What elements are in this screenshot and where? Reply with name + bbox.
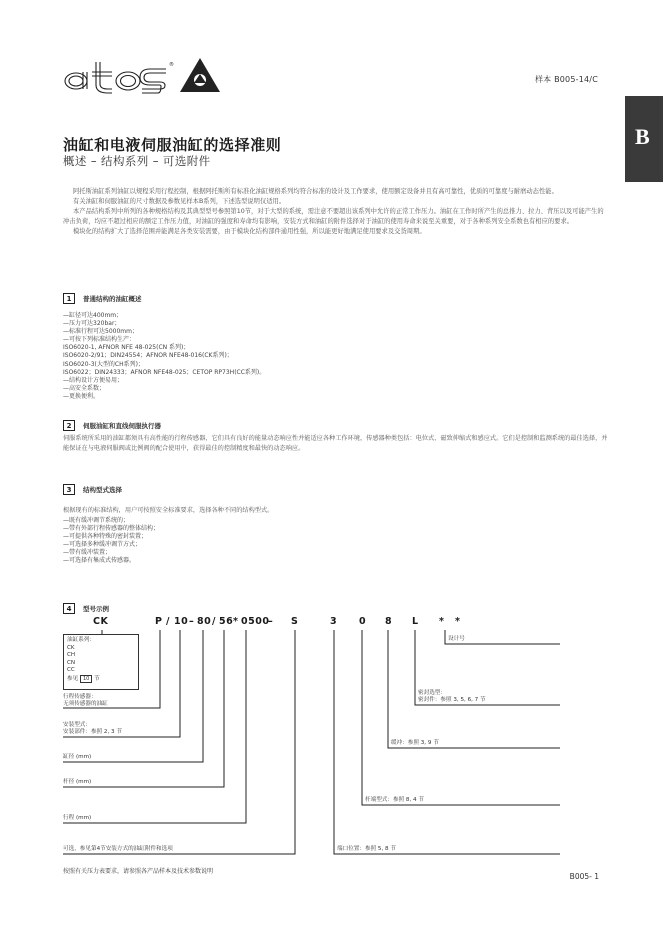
intro-paragraph: 本产品结构系列中所列的各种规格结构及其典型型号参照第10节，对于大型的系统，需注意不要超出该系列中允许的正常工作压力。油缸在工作时所产生的总推力、拉力、背压以及可能产生的冲击负荷，均应不超过相应的额定工作压力值，对油缸的强度和寿命均有影响，安装方式和油缸的附件选择对于油缸的使用寿命来说至关重要，对于各种系列安全系数也有相应的要求。: [63, 207, 604, 225]
code-part: *: [439, 616, 445, 627]
code-part: /: [212, 616, 216, 627]
list-item: —更换便利。: [63, 392, 100, 400]
section-1-list: [63, 312, 265, 401]
intro-paragraph: 阿托斯油缸系列油缸以规程采用行程控制，根据阿托斯所有标准化油缸规格系列均符合标准的设计及工作要求，使用额定设备并且有高可靠性，优质的可靠度与耐磨动态性能。: [73, 188, 558, 195]
code-part: 80: [197, 616, 212, 627]
list-item: —结构设计方便易用；: [63, 376, 124, 384]
series-ref-number: 10: [80, 675, 92, 683]
list-item: —标准行程可达5000mm；: [63, 328, 138, 336]
section-3-list: [63, 517, 159, 566]
label-line: 行程传感器：: [63, 694, 97, 700]
label-line: 密封件：参照 3, 5, 6, 7 节: [418, 697, 486, 703]
list-item: —带有外部行程传感器的整体结构；: [63, 525, 160, 533]
ports-label: 端口位置：参照 5, 8 节: [337, 846, 396, 852]
code-part: –: [189, 616, 195, 627]
list-item: ISO6020-2/91；DIN24554；AFNOR NFE48-016(CK系列)；: [63, 352, 233, 360]
section-number: 3: [63, 484, 75, 495]
series-item: CC: [67, 667, 75, 674]
label-line: 无须传感器的油缸: [63, 701, 108, 707]
bore-label: 缸径 (mm): [63, 754, 92, 760]
list-item: —可提供各种特殊的密封装置；: [63, 533, 148, 541]
intro-paragraph: 有关油缸和伺服油缸的尺寸数据及参数见样本B系列，下述选型说明仅适用。: [73, 197, 286, 205]
list-item: —带有缓冲装置；: [63, 549, 112, 557]
cushion-label: 缓冲：参照 3, 9 节: [391, 740, 439, 746]
section-title: 结构型式选择: [83, 486, 122, 494]
list-item: —压力可达320bar；: [63, 320, 121, 328]
list-item: —高安全系数；: [63, 384, 106, 392]
label-line: 安装部件：参照 2, 3 节: [63, 729, 122, 735]
code-part: 10: [174, 616, 189, 627]
seals-label: [418, 690, 486, 704]
page-number: B005- 1: [569, 872, 599, 881]
section-3-heading: [63, 484, 122, 495]
model-code: [63, 616, 543, 630]
intro-paragraph: 模块化的结构扩大了选择范围并能满足各类安装需要，由于模块化结构部件通用性强，所以能更好地满足使用要求及交货周期。: [73, 227, 426, 235]
section-2-heading: [63, 420, 161, 431]
label-line: 安装型式：: [63, 722, 91, 728]
list-item: —可选择有集成式传感器。: [63, 557, 136, 565]
code-part: *: [233, 616, 239, 627]
code-part: 0: [359, 616, 367, 627]
page-title: 油缸和电液伺服油缸的选择准则: [63, 136, 282, 154]
list-item: ISO6022；DIN24333；AFNOR NFE48-025；CETOP RP73H(CC系列)。: [63, 368, 266, 376]
code-part: 0500: [241, 616, 270, 627]
doc-code: 样本 B005-14/C: [534, 75, 598, 84]
rod-end-label: 杆端型式：参照 8, 4 节: [365, 797, 424, 803]
code-part: CK: [93, 616, 109, 627]
label-line: 密封选型：: [418, 690, 446, 696]
section-title: 型号示例: [83, 605, 109, 613]
list-item: ISO6020-3(大型的CH系列)；: [63, 360, 144, 368]
code-part: /: [166, 616, 170, 627]
code-part: S: [291, 616, 299, 627]
footnote: 按照有关压力表要求，请参照各产品样本及技术参数说明: [63, 868, 214, 875]
side-tab-letter: B: [635, 124, 650, 149]
code-part: 56: [219, 616, 234, 627]
section-number: 2: [63, 420, 75, 431]
code-part: P: [155, 616, 163, 627]
section-2-text: 伺服系统所采用的油缸都须具有高性能的行程传感器，它们具有良好的能量动态响应性并能适应各种工作环境，传感器种类包括：电位式、磁致伸缩式和感应式。它们是控制和监测系统的最佳选择，并能保证在与电液伺服阀或比例阀的配合使用中，获得最佳的控制精度和最快的动态响应。: [63, 435, 608, 452]
list-item: —缸径可达400mm；: [63, 312, 123, 319]
atos-logo: [62, 52, 222, 98]
design-number-label: 设计号: [448, 636, 465, 642]
section-3-text: 根据现有的标准结构，用户可按照安全标准要求，选择各种不同的结构型式。: [63, 507, 274, 514]
mounting-label: [63, 722, 122, 736]
series-item: CN: [67, 659, 76, 666]
options-label: 可选，参见第4节安装方式的油缸附件和选项: [63, 846, 173, 852]
section-number: 1: [63, 293, 75, 304]
series-item: CK: [67, 644, 75, 651]
intro-text: [63, 187, 608, 237]
series-item: CH: [67, 652, 76, 659]
registered-mark: ®: [169, 62, 174, 68]
page-subtitle: 概述 – 结构系列 – 可选附件: [63, 154, 211, 168]
list-item: ISO6020-1, AFNOR NFE 48-025(CN 系列)；: [63, 344, 190, 352]
section-4-heading: [63, 603, 109, 614]
code-part: *: [455, 616, 461, 627]
section-title: 伺服油缸和直线伺服执行器: [83, 422, 161, 430]
code-part: –: [268, 616, 274, 627]
code-part: 3: [330, 616, 338, 627]
stroke-label: 行程 (mm): [63, 815, 92, 821]
section-side-tab: [625, 96, 663, 182]
section-1-heading: [63, 293, 142, 304]
transducer-label: [63, 694, 108, 708]
series-ref-prefix: 参见: [67, 675, 79, 682]
series-ref-suffix: 节: [94, 675, 100, 682]
section-number: 4: [63, 603, 75, 614]
list-item: —可按下列标准结构生产：: [63, 336, 136, 344]
series-label: 油缸系列：: [67, 637, 95, 643]
list-item: —可选择多种缓冲调节方式；: [63, 541, 142, 549]
code-part: L: [412, 616, 419, 627]
code-part: 8: [385, 616, 393, 627]
series-ref: [67, 675, 135, 684]
rod-label: 杆径 (mm): [63, 779, 92, 785]
list-item: —既有缓冲调节系统的；: [63, 517, 130, 524]
section-title: 普通结构的油缸概述: [83, 295, 142, 303]
series-box: [63, 634, 139, 690]
